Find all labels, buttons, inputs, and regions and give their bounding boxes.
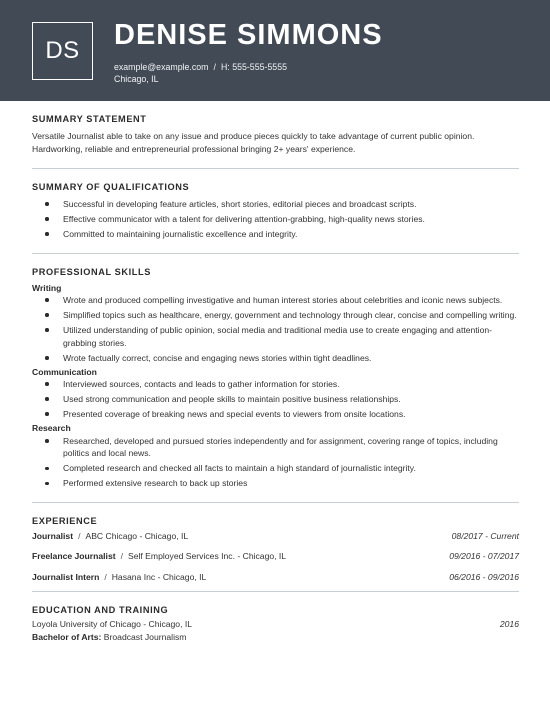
bullet-icon	[45, 382, 49, 386]
job-info	[32, 530, 188, 542]
job-row	[32, 530, 519, 542]
contact-line	[114, 61, 287, 73]
skill-group-title: Communication	[32, 366, 97, 377]
list-item-text: Utilized understanding of public opinion, social media and traditional media use to create engaging and attention-grabbing stories.	[63, 325, 493, 348]
bullet-icon	[45, 298, 49, 302]
list-item	[32, 324, 519, 349]
location-text: Chicago, IL	[114, 74, 159, 84]
summary-text: Versatile Journalist able to take on any issue and produce pieces quickly to take advantage of current public opinion. Hardworking, reliable and entrepreneurial professional bringing 2+ years' experience.	[32, 131, 475, 154]
list-item	[32, 477, 519, 490]
experience-section	[32, 503, 519, 593]
job-dates: 06/2016 - 09/2016	[449, 571, 519, 582]
job-row	[32, 571, 519, 583]
list-item-text: Committed to maintaining journalistic excellence and integrity.	[63, 228, 298, 239]
bullet-icon	[45, 412, 49, 416]
list-item-text: Used strong communication and people skills to maintain positive business relationships.	[63, 394, 401, 405]
list-item-text: Presented coverage of breaking news and special events to viewers from onsite locations.	[63, 409, 406, 420]
bullet-icon	[45, 202, 49, 206]
education-row	[32, 618, 519, 631]
bullet-icon	[45, 217, 49, 221]
skill-group-list	[32, 294, 519, 364]
qualifications-heading: SUMMARY OF QUALIFICATIONS	[32, 182, 190, 192]
skills-section	[32, 254, 519, 503]
initials-monogram: DS	[32, 22, 93, 80]
qualifications-section	[32, 169, 519, 254]
list-item	[32, 393, 519, 406]
job-row	[32, 550, 519, 562]
bullet-icon	[45, 467, 49, 471]
bullet-icon	[45, 356, 49, 360]
list-item-text: Wrote and produced compelling investigative and human interest stories about celebrities and iconic news subjects.	[63, 295, 503, 306]
job-separator: /	[104, 571, 107, 582]
job-dates: 08/2017 - Current	[451, 530, 519, 541]
list-item-text: Wrote factually correct, concise and engaging news stories within tight deadlines.	[63, 352, 372, 363]
job-title: Journalist Intern	[32, 571, 100, 582]
qualifications-list	[32, 198, 519, 241]
bullet-icon	[45, 313, 49, 317]
degree-info	[32, 631, 186, 644]
list-item	[32, 309, 519, 322]
graduation-year: 2016	[499, 619, 519, 630]
list-item	[32, 228, 519, 241]
job-employer: ABC Chicago - Chicago, IL	[85, 530, 189, 541]
skill-group-list	[32, 435, 519, 490]
list-item-text: Interviewed sources, contacts and leads to gather information for stories.	[63, 379, 340, 390]
skill-group-title: Writing	[32, 282, 62, 293]
school-name: Loyola University of Chicago - Chicago, IL	[32, 619, 193, 630]
job-separator: /	[78, 530, 81, 541]
bullet-icon	[45, 328, 49, 332]
job-dates: 09/2016 - 07/2017	[449, 551, 519, 562]
summary-section	[32, 101, 519, 169]
list-item-text: Simplified topics such as healthcare, energy, government and technology through clear, concise and compelling writing.	[63, 310, 517, 321]
bullet-icon	[45, 439, 49, 443]
candidate-name: DENISE SIMMONS	[114, 19, 383, 51]
job-employer: Self Employed Services Inc. - Chicago, IL	[127, 551, 287, 562]
list-item	[32, 378, 519, 391]
education-heading: EDUCATION AND TRAINING	[32, 605, 169, 616]
list-item	[32, 408, 519, 421]
bullet-icon	[45, 232, 49, 236]
job-separator: /	[120, 551, 123, 562]
summary-heading: SUMMARY STATEMENT	[32, 114, 147, 124]
phone-text: H: 555-555-5555	[220, 62, 287, 72]
list-item-text: Performed extensive research to back up stories	[63, 478, 248, 489]
degree-row	[32, 631, 519, 644]
job-info	[32, 550, 286, 562]
skills-heading: PROFESSIONAL SKILLS	[32, 266, 151, 277]
list-item	[32, 294, 519, 307]
degree-label: Bachelor of Arts:	[32, 631, 102, 642]
job-title: Freelance Journalist	[32, 551, 116, 562]
job-title: Journalist	[32, 530, 74, 541]
list-item	[32, 198, 519, 211]
degree-field: Broadcast Journalism	[103, 631, 187, 642]
list-item-text: Researched, developed and pursued stories independently and for assignment, covering range of topics, including politics and local news.	[63, 435, 498, 459]
list-item-text: Effective communicator with a talent for delivering attention-grabbing, high-quality news stories.	[63, 213, 425, 224]
contact-info	[114, 61, 287, 85]
list-item-text: Successful in developing feature articles, short stories, editorial pieces and broadcast scripts.	[63, 199, 417, 209]
bullet-icon	[45, 482, 49, 486]
list-item	[32, 352, 519, 365]
education-section	[32, 592, 519, 643]
skill-group-list	[32, 378, 519, 421]
resume-body	[32, 101, 519, 643]
job-employer: Hasana Inc - Chicago, IL	[111, 571, 207, 582]
list-item	[32, 213, 519, 226]
list-item-text: Completed research and checked all facts to maintain a high standard of journalistic integrity.	[63, 463, 416, 474]
bullet-icon	[45, 397, 49, 401]
resume-header	[0, 0, 550, 101]
skill-group-title: Research	[32, 423, 71, 434]
job-info	[32, 571, 206, 583]
list-item	[32, 435, 519, 460]
experience-heading: EXPERIENCE	[32, 515, 98, 526]
email-text: example@example.com	[114, 62, 209, 72]
list-item	[32, 462, 519, 475]
contact-separator: /	[213, 62, 216, 72]
